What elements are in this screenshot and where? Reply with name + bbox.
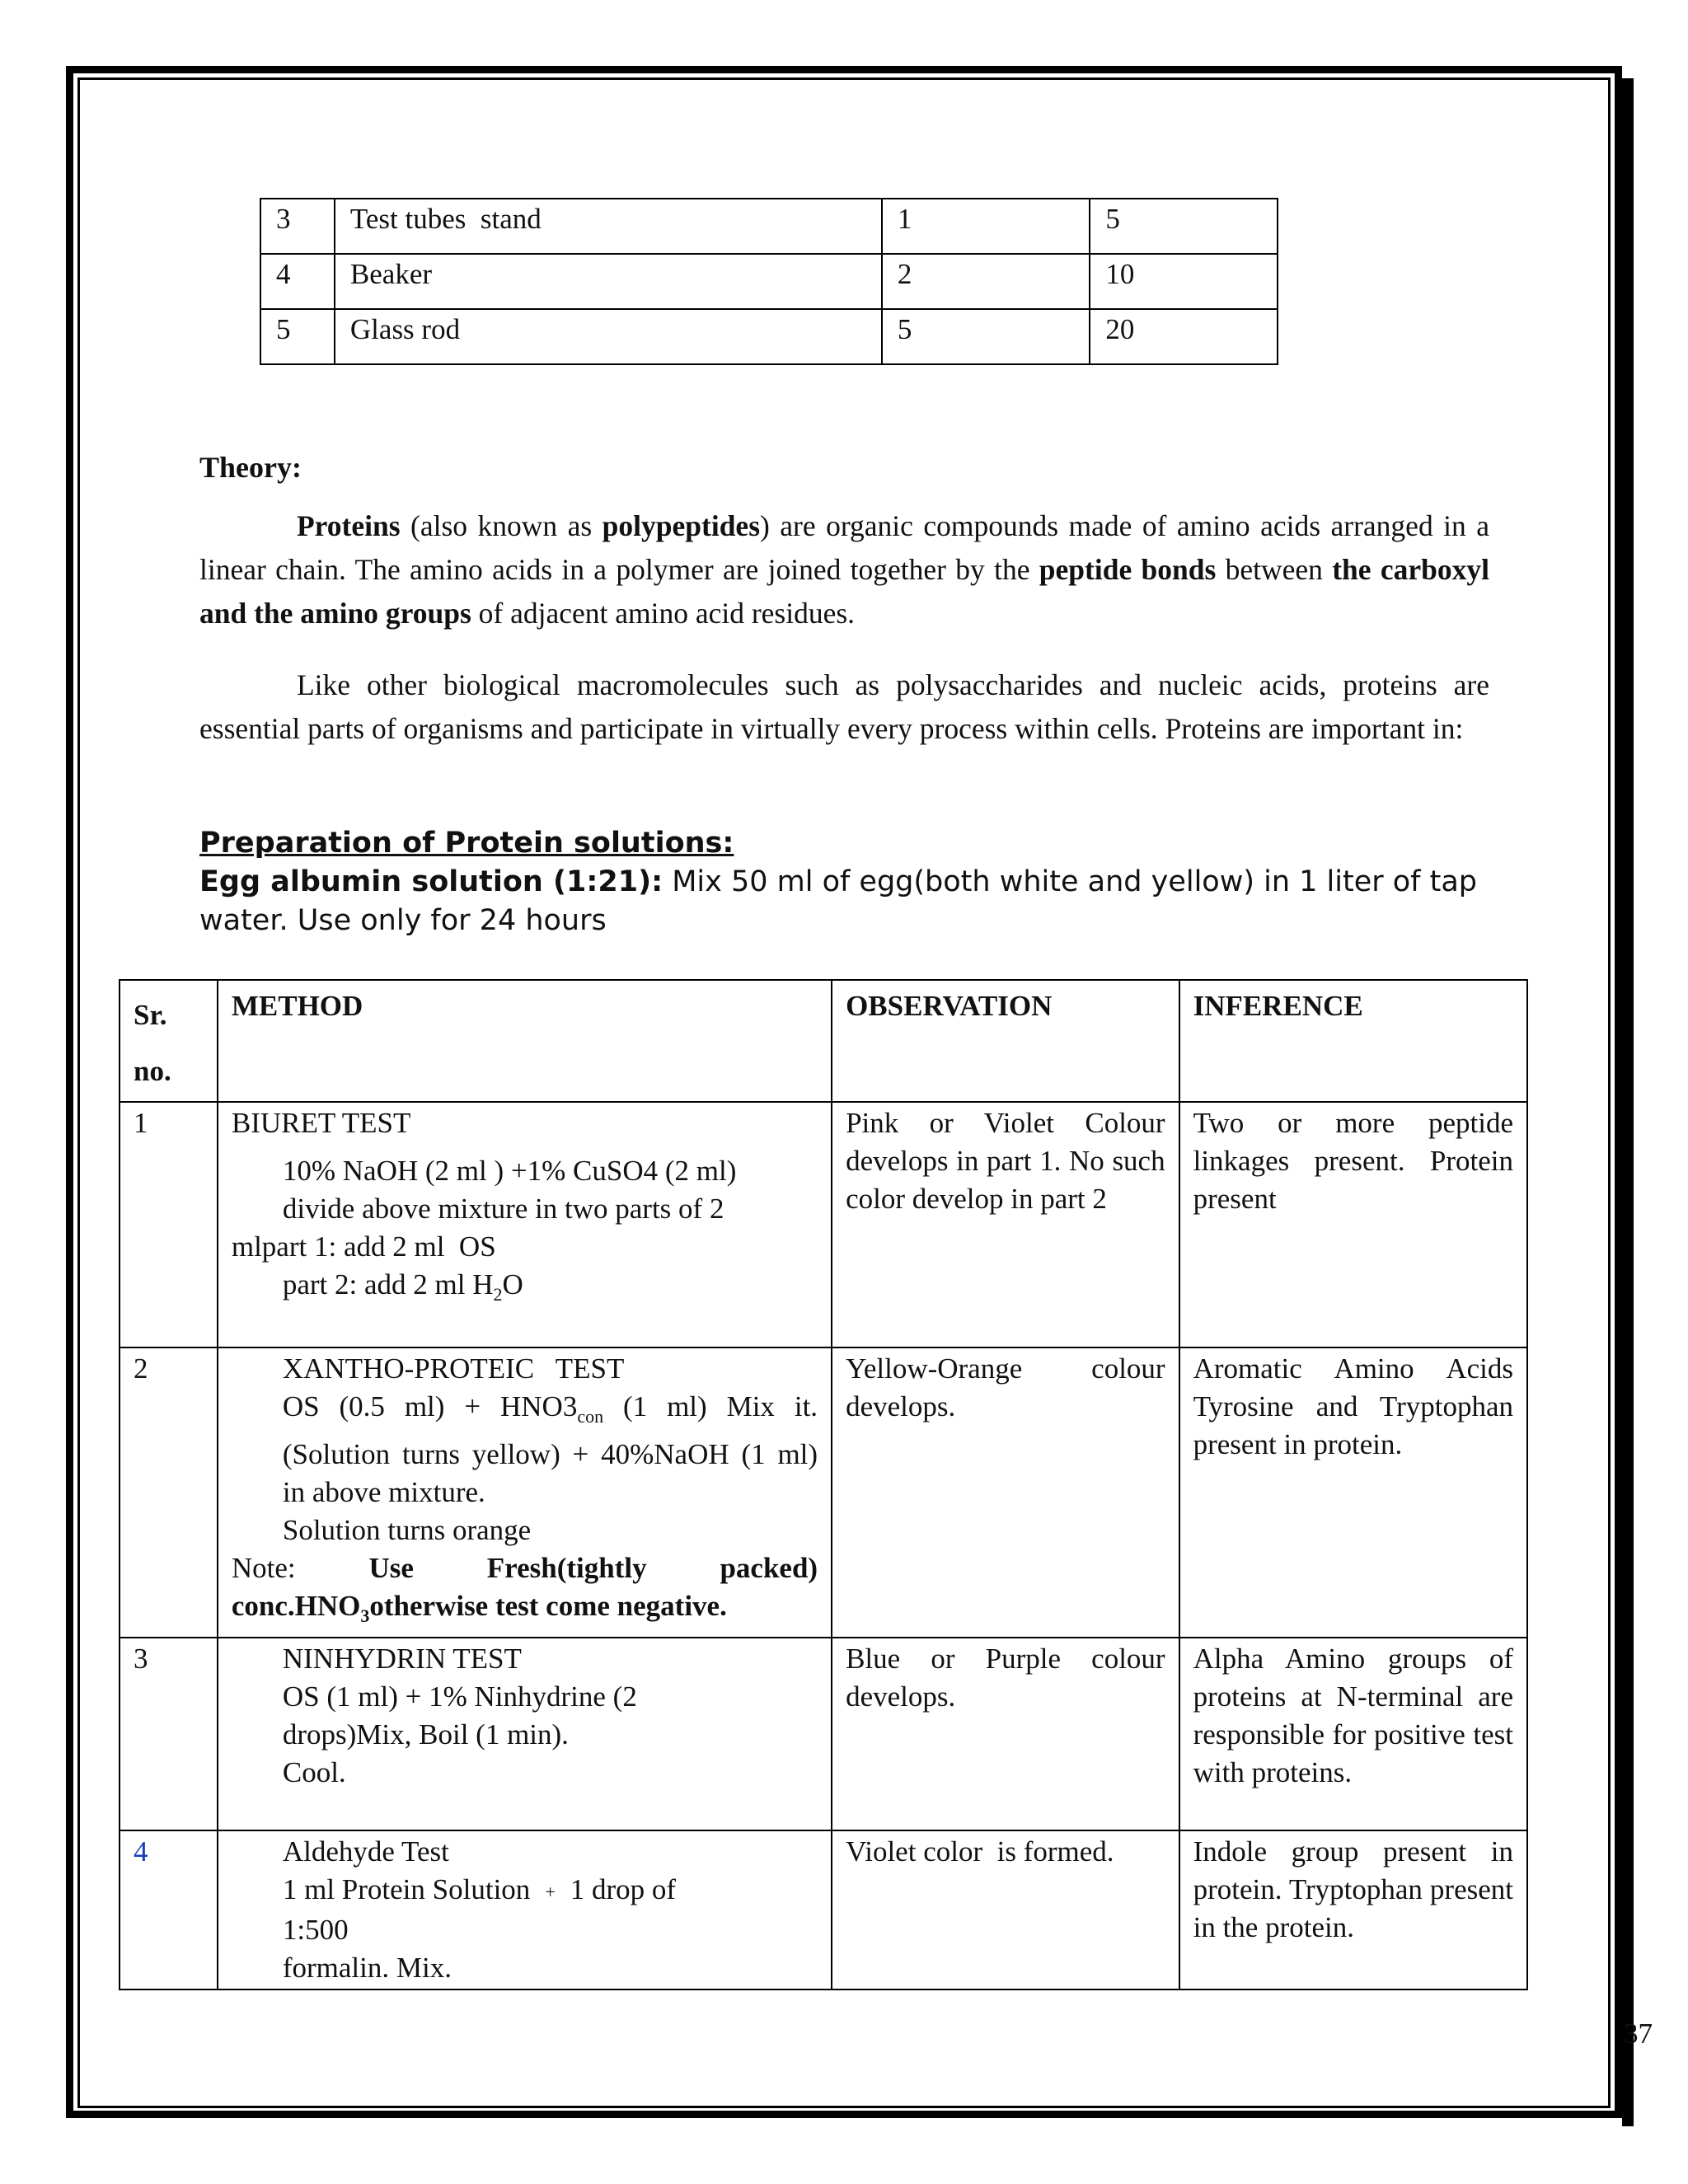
preparation-heading: Preparation of Protein solutions:: [199, 827, 734, 860]
method-cell: [218, 1102, 832, 1347]
page-number: 37: [1624, 2018, 1653, 2050]
method-line: formalin. Mix.: [282, 1951, 452, 1984]
method-line: [232, 1871, 818, 1911]
bold-term: Proteins: [297, 509, 401, 542]
header-method: METHOD: [218, 980, 832, 1102]
bold-term: polypeptides: [602, 509, 761, 542]
plus-sign: +: [545, 1881, 556, 1902]
observation-cell: Yellow-Orange colour develops.: [832, 1347, 1179, 1638]
test-title: NINHYDRIN TEST: [282, 1643, 522, 1675]
row-number: 4: [120, 1830, 218, 1990]
text-run: 1 drop of: [570, 1873, 677, 1905]
method-line: Cool.: [282, 1756, 346, 1788]
row-number: 1: [120, 1102, 218, 1347]
theory-paragraph-2: Like other biological macromolecules such as polysaccharides and nucleic acids, proteins are essential parts of organisms and participate in virtually every process within cells. Proteins are important in:: [199, 668, 1489, 745]
inference-cell: Indole group present in protein. Tryptophan present in the protein.: [1179, 1830, 1527, 1990]
cell-qty-b: 5: [1090, 199, 1278, 254]
method-line: 1:500: [282, 1913, 349, 1946]
preparation-section: [199, 824, 1518, 940]
apparatus-table: [260, 198, 1278, 365]
table-header-row: [120, 980, 1527, 1102]
header-sr-line2: no.: [134, 1055, 171, 1087]
text-run: (also known as: [400, 509, 603, 542]
method-line: mlpart 1: add 2 ml OS: [231, 1230, 496, 1263]
method-line: [232, 1266, 818, 1314]
inference-cell: Alpha Amino groups of proteins at N-terminal are responsible for positive test with proteins.: [1179, 1638, 1527, 1830]
header-inference: INFERENCE: [1179, 980, 1527, 1102]
observation-cell: Pink or Violet Colour develops in part 1. No such color develop in part 2: [832, 1102, 1179, 1347]
method-cell: [218, 1638, 832, 1830]
table-row: [120, 1102, 1527, 1347]
bold-term: the carboxyl and the amino groups: [199, 553, 1489, 630]
text-run: ) are organic compounds made of amino acids arranged in a linear chain. The amino acids in a polymer are joined together by the: [199, 509, 1489, 586]
header-sr-no: [120, 980, 218, 1102]
row-number: 2: [120, 1347, 218, 1638]
test-title: XANTHO-PROTEIC TEST: [282, 1352, 625, 1385]
method-line: divide above mixture in two parts of 2: [282, 1193, 724, 1225]
table-row: [260, 309, 1278, 364]
text-run: (1 ml) Mix it. (Solution turns yellow) + 40%NaOH (1 ml) in above mixture.: [282, 1390, 898, 1508]
header-observation: OBSERVATION: [832, 980, 1179, 1102]
cell-item: Glass rod: [335, 309, 882, 364]
inference-cell: Aromatic Amino Acids Tyrosine and Tryptophan present in protein.: [1179, 1347, 1527, 1638]
header-sr-line1: Sr.: [134, 999, 167, 1031]
subscript: 2: [493, 1284, 503, 1305]
page-border-shadow: [1622, 78, 1634, 2126]
preparation-label: Egg albumin solution (1:21):: [199, 865, 663, 898]
method-note: [232, 1549, 818, 1635]
method-line: 10% NaOH (2 ml ) +1% CuSO4 (2 ml): [282, 1155, 737, 1187]
method-cell: [218, 1830, 832, 1990]
table-row: [120, 1347, 1527, 1638]
cell-item: Test tubes stand: [335, 199, 882, 254]
note-text: otherwise test come negative.: [369, 1590, 727, 1622]
inference-cell: Two or more peptide linkages present. Protein present: [1179, 1102, 1527, 1347]
table-row: [120, 1830, 1527, 1990]
preparation-text: Mix 50 ml of egg(both white and yellow) in 1 liter of tap water. Use only for 24 hours: [199, 865, 1478, 937]
theory-heading: Theory:: [199, 451, 302, 484]
subscript: 3: [360, 1605, 370, 1626]
text-run: between: [1216, 553, 1333, 586]
note-text: Use Fresh(tightly packed) conc.HNO: [231, 1552, 818, 1622]
text-run: part 2: add 2 ml H: [282, 1268, 494, 1301]
table-row: [120, 1638, 1527, 1830]
method-line: Solution turns orange: [282, 1514, 532, 1546]
bold-term: peptide bonds: [1039, 553, 1217, 586]
method-line: OS (1 ml) + 1% Ninhydrine (2: [282, 1680, 637, 1713]
observation-cell: Violet color is formed.: [832, 1830, 1179, 1990]
table-row: [260, 199, 1278, 254]
table-row: [260, 254, 1278, 309]
method-cell: [218, 1347, 898, 1638]
cell-qty-a: 2: [882, 254, 1090, 309]
cell-no: 5: [260, 309, 335, 364]
observation-cell: Blue or Purple colour develops.: [832, 1638, 1179, 1830]
cell-item: Beaker: [335, 254, 882, 309]
text-run: O: [502, 1268, 523, 1301]
protein-tests-table: [119, 979, 1528, 1990]
cell-no: 3: [260, 199, 335, 254]
text-run: 1 ml Protein Solution: [282, 1873, 531, 1905]
cell-qty-a: 1: [882, 199, 1090, 254]
row-number: 3: [120, 1638, 218, 1830]
cell-qty-a: 5: [882, 309, 1090, 364]
subscript: con: [577, 1406, 604, 1427]
cell-qty-b: 20: [1090, 309, 1278, 364]
cell-no: 4: [260, 254, 335, 309]
test-title: Aldehyde Test: [282, 1835, 449, 1868]
method-line: [232, 1388, 898, 1511]
test-title: BIURET TEST: [231, 1107, 411, 1139]
cell-qty-b: 10: [1090, 254, 1278, 309]
text-run: of adjacent amino acid residues.: [471, 597, 856, 630]
theory-paragraph-1: [199, 504, 1489, 635]
method-line: drops)Mix, Boil (1 min).: [282, 1718, 569, 1750]
text-run: OS (0.5 ml) + HNO3: [282, 1390, 578, 1422]
note-label: Note:: [231, 1552, 296, 1584]
